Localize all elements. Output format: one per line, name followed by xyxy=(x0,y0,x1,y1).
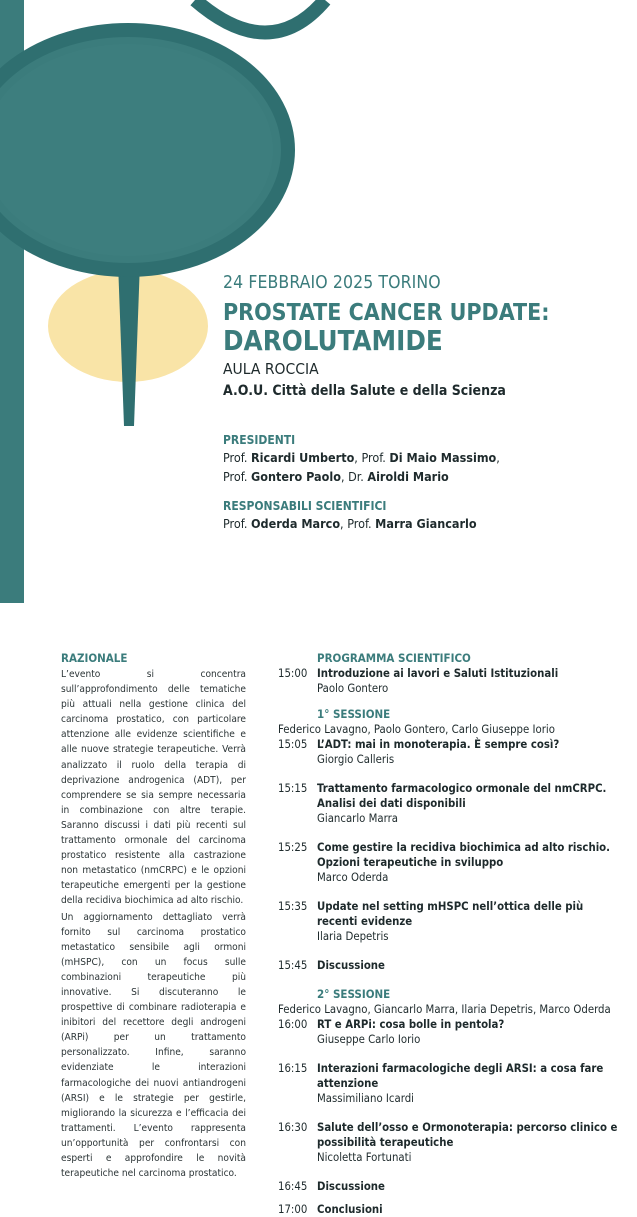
event-header xyxy=(223,272,623,400)
item-speaker: Marco Oderda xyxy=(317,871,389,884)
agenda-item xyxy=(278,737,623,767)
item-time: 16:45 xyxy=(278,1180,308,1193)
item-time: 15:45 xyxy=(278,959,308,972)
agenda-item xyxy=(278,781,623,826)
programma-heading: PROGRAMMA SCIENTIFICO xyxy=(317,651,471,665)
person-title: Prof. xyxy=(223,516,251,531)
person-title: Prof. xyxy=(223,450,251,465)
item-speaker: Giorgio Calleris xyxy=(317,753,395,766)
responsabili-line1 xyxy=(223,514,623,533)
venue-hospital: A.O.U. Città della Salute e della Scienza xyxy=(223,383,506,399)
programma-section xyxy=(278,651,623,1217)
agenda-item xyxy=(278,1017,623,1047)
item-title: Conclusioni xyxy=(317,1203,383,1216)
section-divider xyxy=(0,603,637,625)
person-title: , Prof. xyxy=(340,516,376,531)
event-date: 24 FEBBRAIO 2025 TORINO xyxy=(223,273,441,293)
agenda-item xyxy=(278,1179,623,1194)
person-name: Oderda Marco xyxy=(250,516,341,531)
person-name: Airoldi Mario xyxy=(367,469,449,484)
item-speaker: Giuseppe Carlo Iorio xyxy=(317,1033,421,1046)
item-time: 16:00 xyxy=(278,1018,308,1031)
person-title: Prof. xyxy=(223,469,251,484)
item-time: 17:00 xyxy=(278,1203,308,1216)
item-time: 15:00 xyxy=(278,667,308,680)
person-title: , Dr. xyxy=(340,469,368,484)
session-1-label: 1° SESSIONE xyxy=(317,707,391,721)
item-time: 16:30 xyxy=(278,1121,308,1134)
item-speaker: Ilaria Depetris xyxy=(317,930,389,943)
agenda-item xyxy=(278,840,623,885)
razionale-section xyxy=(61,651,246,1181)
item-title: Trattamento farmacologico ormonale del nmCRPC. Analisi dei dati disponibili xyxy=(317,782,607,810)
event-title-line1: PROSTATE CANCER UPDATE: xyxy=(223,300,550,326)
presidenti-label: PRESIDENTI xyxy=(223,433,296,447)
organizers xyxy=(223,432,623,533)
razionale-heading: RAZIONALE xyxy=(61,651,128,665)
item-title: Update nel setting mHSPC nell’ottica delle più recenti evidenze xyxy=(317,900,584,928)
person-name: Di Maio Massimo xyxy=(389,450,497,465)
item-speaker: Giancarlo Marra xyxy=(317,812,399,825)
agenda-item xyxy=(278,1061,623,1106)
item-time: 16:15 xyxy=(278,1062,308,1075)
agenda-item xyxy=(278,1202,623,1217)
item-title: Interazioni farmacologiche degli ARSI: a cosa fare attenzione xyxy=(317,1062,604,1090)
agenda-item xyxy=(278,899,623,944)
razionale-paragraph-1: L’evento si concentra sull’approfondimento delle tematiche più attuali nella gestione clinica del carcinoma prostatico, con particolare attenzione alle evidenze scientifiche e alle nuove strategie terapeutiche. Verrà analizzato il ruolo della terapia di deprivazione androgenica (ADT), per comprendere se sia sempre necessaria in combinazione con altre terapie. Saranno discussi i dati più recenti sul trattamento ormonale del carcinoma prostatico resistente alla castrazione non metastatico (nmCRPC) e le opzioni terapeutiche emergenti per la gestione della recidiva biochimica ad alto rischio. xyxy=(61,669,246,907)
separator: , xyxy=(496,450,500,465)
presidenti-line1 xyxy=(223,448,623,467)
session-2-label: 2° SESSIONE xyxy=(317,987,391,1001)
item-time: 15:35 xyxy=(278,900,308,913)
item-title: Introduzione ai lavori e Saluti Istituzionali xyxy=(317,667,559,680)
event-title-line2: DAROLUTAMIDE xyxy=(223,325,443,357)
presidenti-line2 xyxy=(223,467,623,486)
item-title: RT e ARPi: cosa bolle in pentola? xyxy=(317,1018,505,1031)
person-name: Gontero Paolo xyxy=(250,469,341,484)
responsabili-label: RESPONSABILI SCIENTIFICI xyxy=(223,499,387,513)
item-title: L’ADT: mai in monoterapia. È sempre così? xyxy=(317,738,560,751)
opening-item xyxy=(278,666,623,696)
item-speaker: Paolo Gontero xyxy=(317,682,389,695)
agenda-item xyxy=(278,1120,623,1165)
item-time: 15:25 xyxy=(278,841,308,854)
item-speaker: Massimiliano Icardi xyxy=(317,1092,414,1105)
item-title: Come gestire la recidiva biochimica ad alto rischio. Opzioni terapeutiche in sviluppo xyxy=(317,841,611,869)
person-name: Ricardi Umberto xyxy=(250,450,355,465)
session-2-moderators: Federico Lavagno, Giancarlo Marra, Ilaria Depetris, Marco Oderda xyxy=(278,1003,611,1016)
session-1-moderators: Federico Lavagno, Paolo Gontero, Carlo Giuseppe Iorio xyxy=(278,723,555,736)
item-title: Discussione xyxy=(317,959,385,972)
agenda-item xyxy=(278,958,623,973)
item-time: 15:15 xyxy=(278,782,308,795)
item-time: 15:05 xyxy=(278,738,308,751)
bladder-outline-arc xyxy=(195,0,325,33)
urethra-tube xyxy=(118,262,140,426)
venue-room: AULA ROCCIA xyxy=(223,360,319,378)
person-name: Marra Giancarlo xyxy=(375,516,477,531)
item-title: Discussione xyxy=(317,1180,385,1193)
razionale-paragraph-2: Un aggiornamento dettagliato verrà fornito sul carcinoma prostatico metastatico sensibile agli ormoni (mHSPC), con un focus sulle combinazioni terapeutiche più innovative. Si discuteranno le prospettive di combinare radioterapia e inibitori del recettore degli androgeni (ARPi) per un trattamento personalizzato. Infine, saranno evidenziate le interazioni farmacologiche dei nuovi antiandrogeni (ARSI) e le strategie per gestirle, migliorando la sicurezza e l’efficacia dei trattamenti. L’evento rappresenta un’opportunità per confrontarsi con esperti e approfondire le novità terapeutiche nel carcinoma prostatico. xyxy=(61,911,246,1180)
item-speaker: Nicoletta Fortunati xyxy=(317,1151,412,1164)
item-title: Salute dell’osso e Ormonoterapia: percorso clinico e possibilità terapeutiche xyxy=(317,1121,618,1149)
person-title: , Prof. xyxy=(354,450,390,465)
